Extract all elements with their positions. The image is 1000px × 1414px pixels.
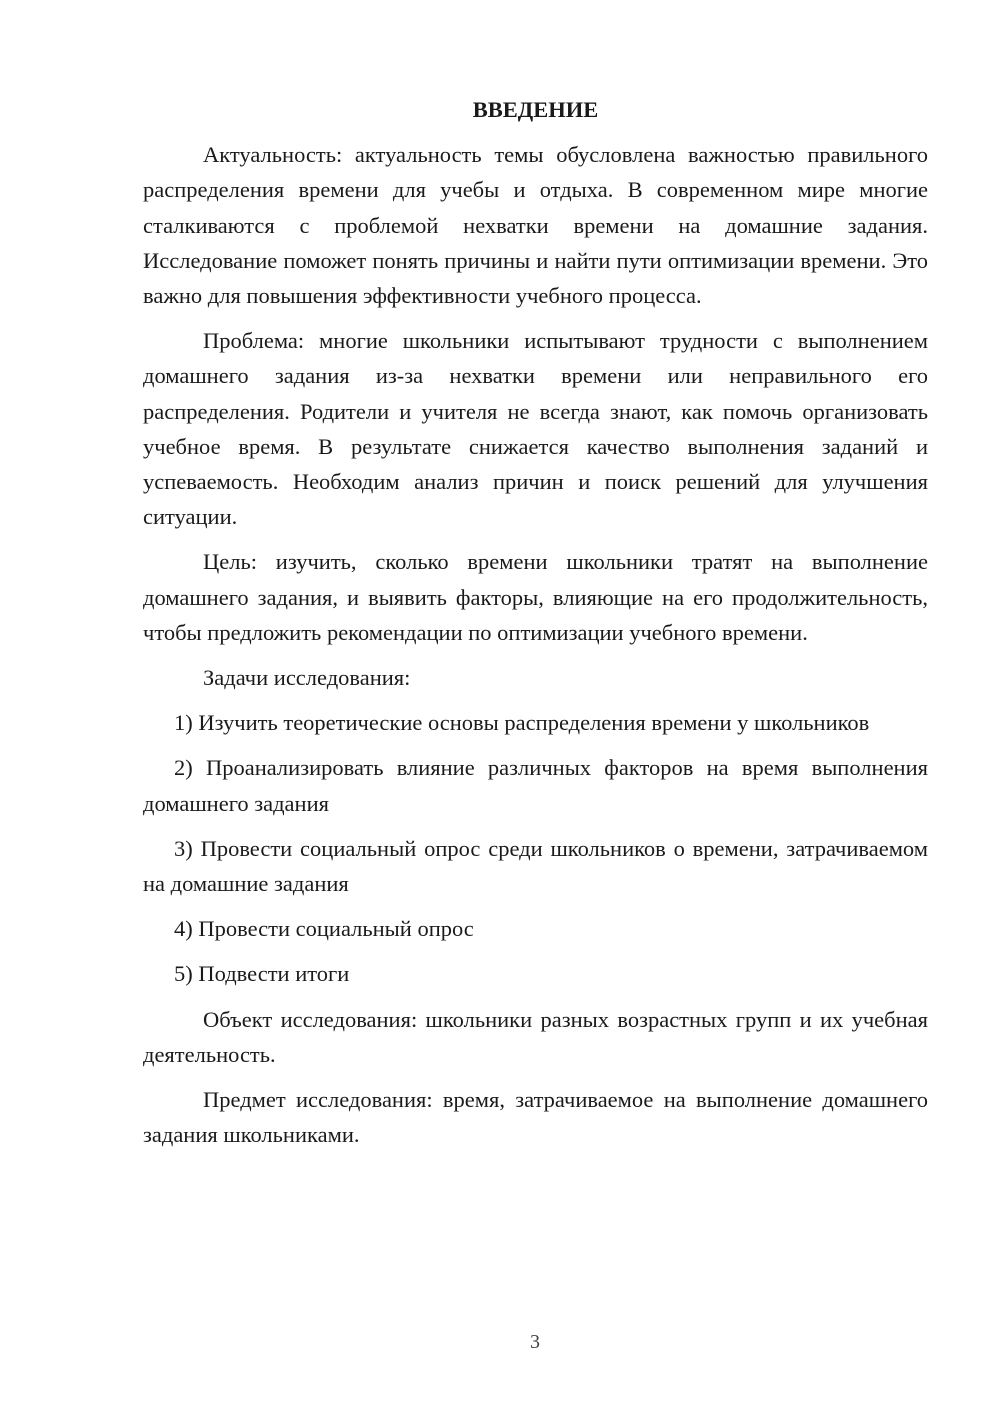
task-item-4: 4) Провести социальный опрос — [174, 916, 474, 942]
paragraph-object: Объект исследования: школьники разных возрастных групп и их учебная деятельность. — [143, 1006, 928, 1067]
task-item-1: 1) Изучить теоретические основы распределения времени у школьников — [174, 710, 870, 736]
paragraph-relevance: Актуальность: актуальность темы обусловлена важностью правильного распределения времени для учебы и отдыха. В современном мире многие сталкиваются с проблемой нехватки времени на домашние задания. Исследование поможет понять причины и найти пути оптимизации времени. Это важно для повышения эффективности учебного процесса. — [143, 142, 928, 309]
paragraph-subject: Предмет исследования: время, затрачиваемое на выполнение домашнего задания школьниками. — [143, 1087, 928, 1148]
paragraph-tasks-heading: Задачи исследования: — [203, 665, 411, 691]
document-page — [143, 92, 928, 1162]
paragraph-goal: Цель: изучить, сколько времени школьники тратят на выполнение домашнего задания, и выявить факторы, влияющие на его продолжительность, чтобы предложить рекомендации по оптимизации учебного времени. — [143, 549, 928, 645]
paragraph-problem: Проблема: многие школьники испытывают трудности с выполнением домашнего задания из-за нехватки времени или неправильного его распределения. Родители и учителя не всегда знают, как помочь организовать учебное время. В результате снижается качество выполнения заданий и успеваемость. Необходим анализ причин и поиск решений для улучшения ситуации. — [143, 328, 928, 530]
page-number: 3 — [530, 1331, 540, 1353]
task-item-5: 5) Подвести итоги — [174, 961, 350, 987]
task-item-3: 3) Провести социальный опрос среди школьников о времени, затрачиваемом на домашние задания — [143, 835, 928, 897]
section-title: ВВЕДЕНИЕ — [472, 97, 599, 122]
task-item-2: 2) Проанализировать влияние различных факторов на время выполнения домашнего задания — [143, 755, 928, 816]
